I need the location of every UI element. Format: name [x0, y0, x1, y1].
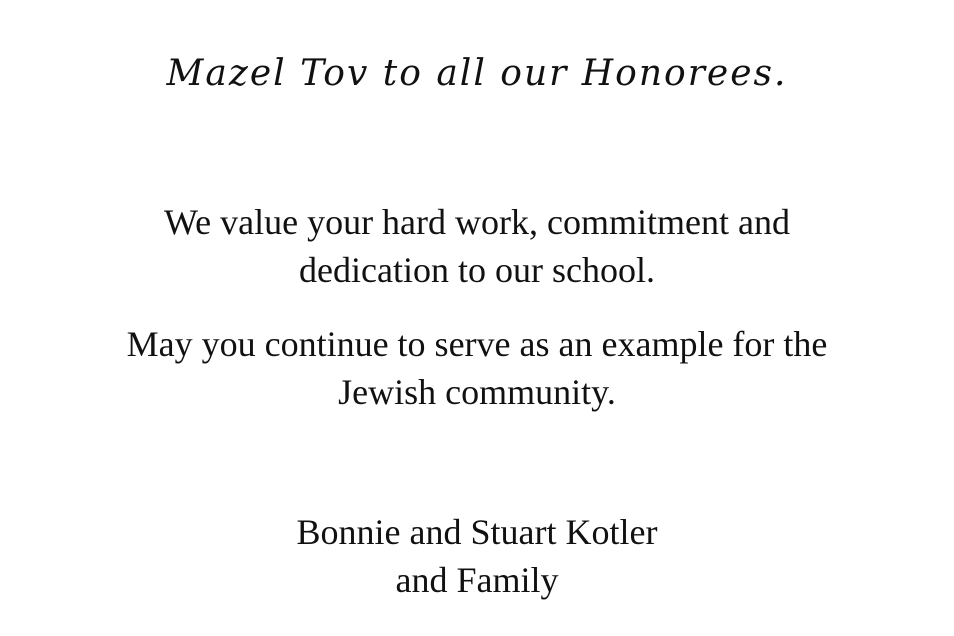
signature-names: Bonnie and Stuart Kotler: [296, 512, 658, 552]
wish-paragraph: [0, 320, 954, 416]
wish-line-1: May you continue to serve as an example for the: [126, 324, 828, 364]
signature-family: and Family: [395, 560, 559, 600]
appreciation-line-2: dedication to our school.: [299, 250, 655, 290]
wish-line-2: Jewish community.: [338, 372, 616, 412]
signature-block: [0, 508, 954, 604]
appreciation-line-1: We value your hard work, commitment and: [164, 202, 790, 242]
appreciation-paragraph: [0, 198, 954, 294]
greeting-heading: Mazel Tov to all our Honorees.: [166, 53, 788, 94]
